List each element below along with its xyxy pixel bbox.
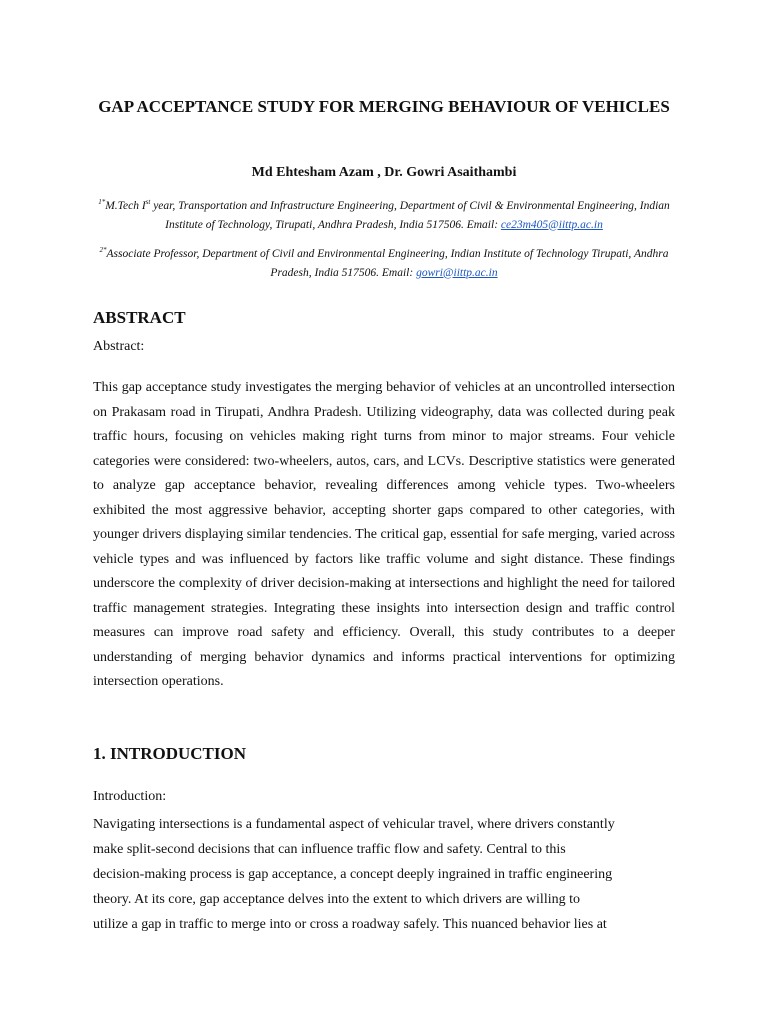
affiliation-1	[90, 197, 678, 234]
affiliation-1-marker: 1*	[98, 198, 106, 206]
introduction-heading: 1. INTRODUCTION	[93, 744, 247, 763]
affiliation-2-text: Associate Professor, Department of Civil and Environmental Engineering, Indian Institute of Technology Tirupati, Andhra Pradesh, India 517506. Email:	[106, 248, 669, 279]
affiliation-1-text-b: year, Transportation and Infrastructure Engineering, Department of Civil & Environmental Engineering, Indian Institute of Technology, Tirupati, Andhra Pradesh, India 517506. Email:	[150, 200, 670, 231]
introduction-line: Navigating intersections is a fundamental aspect of vehicular travel, where drivers constantly	[93, 817, 615, 832]
abstract-body: This gap acceptance study investigates the merging behavior of vehicles at an uncontrolled intersection on Prakasam road in Tirupati, Andhra Pradesh. Utilizing videography, data was collected during peak traffic hours, focusing on vehicles making right turns from minor to major streams. Four vehicle categories were considered: two-wheelers, autos, cars, and LCVs. Descriptive statistics were generated to analyze gap acceptance behavior, revealing differences among vehicle types. Two-wheelers exhibited the most aggressive behavior, accepting shorter gaps compared to other categories, with younger drivers displaying similar tendencies. The critical gap, essential for safe merging, varied across vehicle types and was influenced by factors like traffic volume and sight distance. These findings underscore the complexity of driver decision-making at intersections and highlight the need for tailored traffic management strategies. Integrating these insights into intersection design and traffic control measures can improve road safety and efficiency. Overall, this study contributes to a deeper understanding of merging behavior dynamics and informs practical interventions for optimizing intersection operations.	[93, 380, 675, 689]
introduction-line: make split-second decisions that can influence traffic flow and safety. Central to this	[93, 842, 566, 857]
abstract-label: Abstract:	[93, 339, 145, 354]
introduction-line: utilize a gap in traffic to merge into or cross a roadway safely. This nuanced behavior lies at	[93, 917, 607, 932]
introduction-body	[93, 812, 675, 937]
affiliation-1-text-a: M.Tech I	[105, 200, 146, 212]
introduction-line: decision-making process is gap acceptance, a concept deeply ingrained in traffic engineering	[93, 867, 613, 882]
affiliation-2-email-link[interactable]: gowri@iittp.ac.in	[416, 266, 498, 279]
introduction-label: Introduction:	[93, 789, 167, 804]
affiliation-2-marker: 2*	[99, 246, 107, 254]
paper-title: GAP ACCEPTANCE STUDY FOR MERGING BEHAVIOUR OF VEHICLES	[98, 97, 670, 116]
introduction-line: theory. At its core, gap acceptance delves into the extent to which drivers are willing to	[93, 892, 580, 907]
author-list: Md Ehtesham Azam , Dr. Gowri Asaithambi	[251, 165, 517, 180]
affiliation-1-email-link[interactable]: ce23m405@iittp.ac.in	[500, 218, 603, 231]
affiliation-2	[90, 245, 678, 282]
abstract-heading: ABSTRACT	[93, 308, 186, 327]
affiliation-1-ordinal: st	[145, 198, 151, 206]
